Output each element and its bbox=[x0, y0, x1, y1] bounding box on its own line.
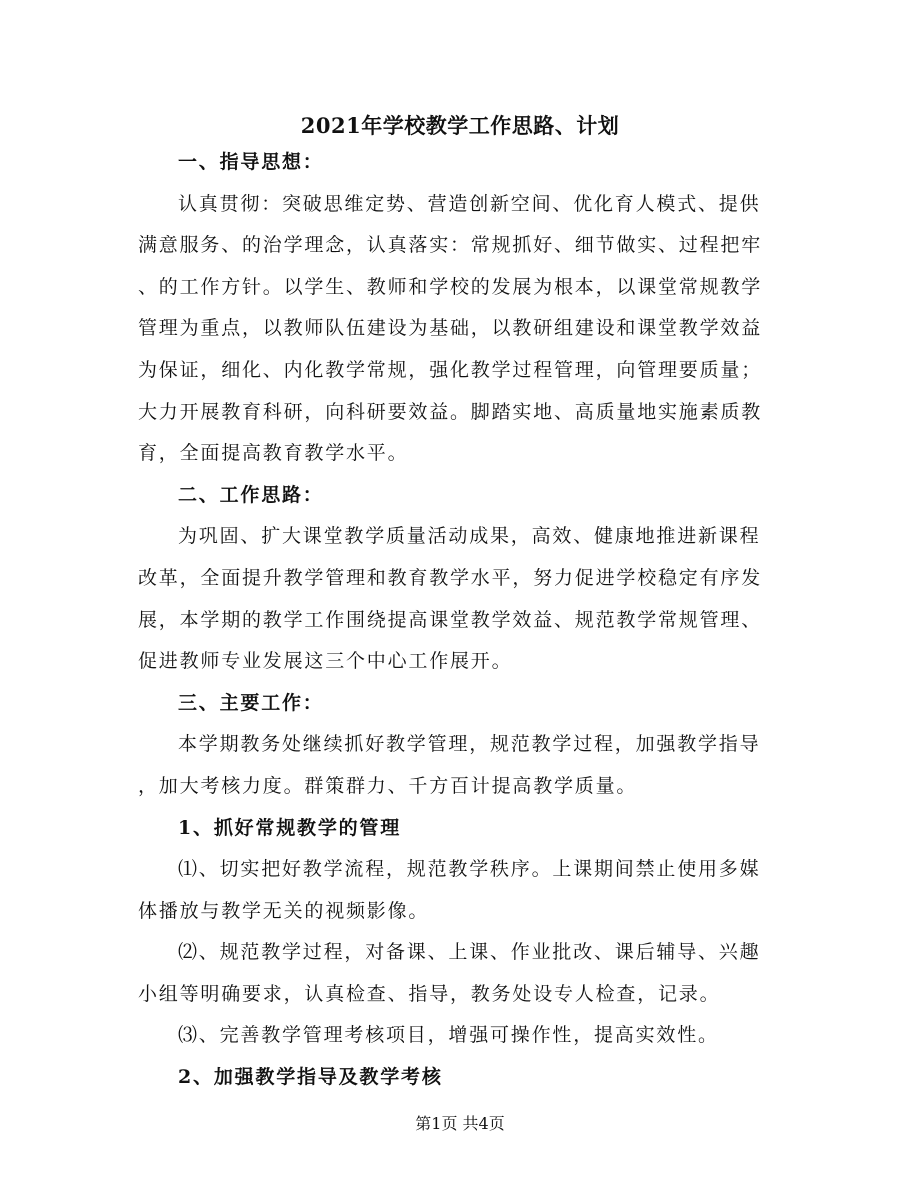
text-line: ⑵、规范教学过程，对备课、上课、作业批改、课后辅导、兴趣 bbox=[178, 941, 761, 964]
text-line: 改革，全面提升教学管理和教育教学水平，努力促进学校稳定有序发 bbox=[138, 566, 763, 589]
text-line: 展，本学期的教学工作围绕提高课堂教学效益、规范教学常规管理、 bbox=[138, 608, 763, 631]
text-line: 认真贯彻：突破思维定势、营造创新空间、优化育人模式、提供 bbox=[178, 192, 761, 215]
text-line: 促进教师专业发展这三个中心工作展开。 bbox=[138, 650, 513, 673]
document-title: 2021年学校教学工作思路、计划 bbox=[300, 113, 620, 138]
paragraph-guiding-ideology bbox=[138, 184, 778, 475]
text-line: 为保证，细化、内化教学常规，强化教学过程管理，向管理要质量； bbox=[138, 358, 763, 381]
text-line: 满意服务、的治学理念，认真落实：常规抓好、细节做实、过程把牢 bbox=[138, 234, 763, 257]
text-line: 大力开展教育科研，向科研要效益。脚踏实地、高质量地实施素质教 bbox=[138, 400, 763, 423]
paragraph-item-2 bbox=[138, 932, 778, 1015]
text-line: 体播放与教学无关的视频影像。 bbox=[138, 899, 430, 922]
text-line: 为巩固、扩大课堂教学质量活动成果，高效、健康地推进新课程 bbox=[178, 525, 761, 548]
paragraph-item-3 bbox=[138, 1015, 778, 1057]
text-line: 、的工作方针。以学生、教师和学校的发展为根本，以课堂常规教学 bbox=[138, 275, 763, 298]
text-line: ⑶、完善教学管理考核项目，增强可操作性，提高实效性。 bbox=[178, 1024, 719, 1047]
section-heading-work-approach: 二、工作思路： bbox=[178, 483, 324, 506]
text-line: ，加大考核力度。群策群力、千方百计提高教学质量。 bbox=[138, 774, 638, 797]
text-line: 本学期教务处继续抓好教学管理，规范教学过程，加强教学指导 bbox=[178, 733, 761, 756]
paragraph-item-1 bbox=[138, 849, 778, 932]
text-line: ⑴、切实把好教学流程，规范教学秩序。上课期间禁止使用多媒 bbox=[178, 858, 761, 881]
subsection-heading-routine-teaching: 1、抓好常规教学的管理 bbox=[178, 816, 402, 839]
document-body bbox=[138, 142, 778, 1099]
subsection-heading-teaching-guidance: 2、加强教学指导及教学考核 bbox=[178, 1066, 443, 1089]
text-line: 育，全面提高教育教学水平。 bbox=[138, 442, 409, 465]
text-line: 管理为重点，以教师队伍建设为基础，以教研组建设和课堂教学效益 bbox=[138, 317, 763, 340]
page-number-footer: 第1页 共4页 bbox=[415, 1114, 505, 1133]
text-line: 小组等明确要求，认真检查、指导，教务处设专人检查，记录。 bbox=[138, 982, 721, 1005]
paragraph-main-work bbox=[138, 724, 778, 807]
section-heading-guiding-ideology: 一、指导思想： bbox=[178, 151, 324, 173]
paragraph-work-approach bbox=[138, 516, 778, 682]
section-heading-main-work: 三、主要工作： bbox=[178, 691, 324, 714]
